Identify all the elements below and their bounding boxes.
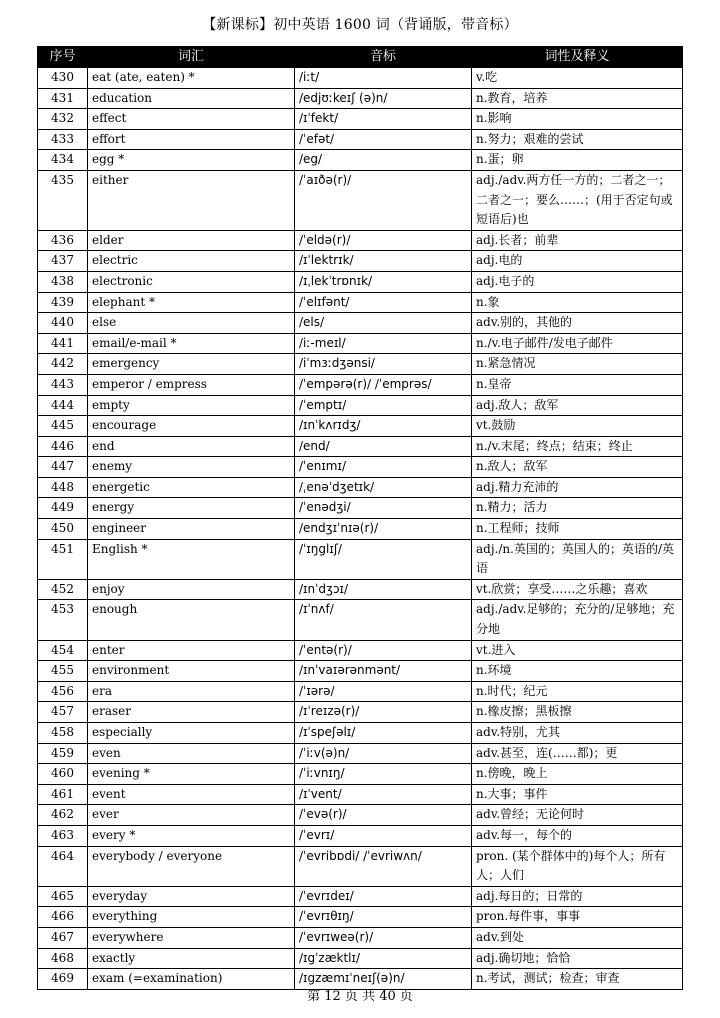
row-word: egg *: [88, 150, 295, 171]
row-definition: n./v.末尾；终点；结束；终止: [472, 436, 683, 457]
row-word: enter: [88, 640, 295, 661]
table-row: [38, 579, 683, 600]
row-definition: vt.进入: [472, 640, 683, 661]
row-number: 462: [38, 805, 88, 826]
table-row: [38, 600, 683, 640]
row-word: eat (ate, eaten) *: [88, 68, 295, 89]
row-phonetic: /ˈaɪðə(r)/: [295, 170, 472, 230]
row-phonetic: /eg/: [295, 150, 472, 171]
row-definition: adj.电的: [472, 251, 683, 272]
row-phonetic: /els/: [295, 313, 472, 334]
table-row: [38, 723, 683, 744]
row-definition: adv.曾经；无论何时: [472, 805, 683, 826]
row-phonetic: /iː-meɪl/: [295, 333, 472, 354]
row-definition: adv.别的，其他的: [472, 313, 683, 334]
row-word: every *: [88, 825, 295, 846]
row-word: eraser: [88, 702, 295, 723]
row-definition: adj./n.英国的；英国人的；英语的/英语: [472, 539, 683, 579]
table-row: [38, 825, 683, 846]
row-phonetic: /ˈevə(r)/: [295, 805, 472, 826]
row-word: emergency: [88, 354, 295, 375]
row-word: empty: [88, 395, 295, 416]
column-header-word: 词汇: [88, 47, 295, 68]
row-word: enough: [88, 600, 295, 640]
row-phonetic: /ˈeldə(r)/: [295, 230, 472, 251]
table-row: [38, 907, 683, 928]
table-row: [38, 661, 683, 682]
row-phonetic: /ˈevrɪdeɪ/: [295, 886, 472, 907]
row-word: enemy: [88, 457, 295, 478]
table-row: [38, 395, 683, 416]
row-phonetic: /ˈenɪmɪ/: [295, 457, 472, 478]
row-phonetic: /ˈevrɪθɪŋ/: [295, 907, 472, 928]
row-word: everything: [88, 907, 295, 928]
column-header-definition: 词性及释义: [472, 47, 683, 68]
row-number: 430: [38, 68, 88, 89]
row-word: end: [88, 436, 295, 457]
table-row: [38, 88, 683, 109]
row-definition: adv.每一，每个的: [472, 825, 683, 846]
row-phonetic: /ɪˌlekˈtrɒnɪk/: [295, 271, 472, 292]
row-word: everybody / everyone: [88, 846, 295, 886]
row-number: 435: [38, 170, 88, 230]
row-number: 455: [38, 661, 88, 682]
table-row: [38, 150, 683, 171]
row-definition: adj.敌人；敌军: [472, 395, 683, 416]
row-number: 466: [38, 907, 88, 928]
table-row: [38, 640, 683, 661]
row-definition: adv.特别，尤其: [472, 723, 683, 744]
row-phonetic: /ɪˈlektrɪk/: [295, 251, 472, 272]
row-number: 436: [38, 230, 88, 251]
table-row: [38, 230, 683, 251]
table-row: [38, 784, 683, 805]
row-number: 439: [38, 292, 88, 313]
row-number: 469: [38, 969, 88, 990]
row-number: 432: [38, 109, 88, 130]
row-phonetic: /ˈiːvnɪŋ/: [295, 764, 472, 785]
column-header-phonetic: 音标: [295, 47, 472, 68]
row-number: 438: [38, 271, 88, 292]
row-number: 437: [38, 251, 88, 272]
row-definition: adj.长者；前辈: [472, 230, 683, 251]
row-phonetic: /ˈentə(r)/: [295, 640, 472, 661]
row-definition: adj./adv.两方任一方的；二者之一；二者之一；要么……；(用于否定句或短语后)也: [472, 170, 683, 230]
row-number: 441: [38, 333, 88, 354]
row-definition: vt.欣赏；享受……之乐趣；喜欢: [472, 579, 683, 600]
row-phonetic: /end/: [295, 436, 472, 457]
row-number: 465: [38, 886, 88, 907]
table-row: [38, 764, 683, 785]
row-phonetic: /ˈemptɪ/: [295, 395, 472, 416]
row-word: elder: [88, 230, 295, 251]
row-definition: adj.确切地；恰恰: [472, 948, 683, 969]
row-definition: n.蛋；卵: [472, 150, 683, 171]
row-number: 461: [38, 784, 88, 805]
table-body: [38, 68, 683, 990]
row-number: 434: [38, 150, 88, 171]
table-row: [38, 436, 683, 457]
table-row: [38, 927, 683, 948]
row-number: 459: [38, 743, 88, 764]
row-number: 440: [38, 313, 88, 334]
row-definition: n.傍晚，晚上: [472, 764, 683, 785]
row-word: environment: [88, 661, 295, 682]
table-row: [38, 805, 683, 826]
row-number: 457: [38, 702, 88, 723]
row-word: era: [88, 681, 295, 702]
row-definition: n.教育，培养: [472, 88, 683, 109]
page-footer: 第 12 页 共 40 页: [307, 989, 413, 1004]
row-word: English *: [88, 539, 295, 579]
row-phonetic: /ˈevrɪweə(r)/: [295, 927, 472, 948]
row-number: 464: [38, 846, 88, 886]
row-phonetic: /ˈevribɒdi/ /ˈevriwʌn/: [295, 846, 472, 886]
row-word: exam (=examination): [88, 969, 295, 990]
row-definition: pron. (某个群体中的)每个人；所有人；人们: [472, 846, 683, 886]
row-word: energetic: [88, 477, 295, 498]
row-word: effort: [88, 129, 295, 150]
table-row: [38, 886, 683, 907]
table-row: [38, 948, 683, 969]
table-row: [38, 292, 683, 313]
row-definition: n.皇帝: [472, 374, 683, 395]
row-word: exactly: [88, 948, 295, 969]
row-phonetic: /ˈefət/: [295, 129, 472, 150]
row-word: energy: [88, 498, 295, 519]
row-word: everyday: [88, 886, 295, 907]
row-phonetic: /ˌenəˈdʒetɪk/: [295, 477, 472, 498]
table-row: [38, 702, 683, 723]
row-phonetic: /ɪˈnʌf/: [295, 600, 472, 640]
row-definition: adj.精力充沛的: [472, 477, 683, 498]
row-number: 453: [38, 600, 88, 640]
row-word: ever: [88, 805, 295, 826]
row-number: 463: [38, 825, 88, 846]
row-phonetic: /ɪnˈkʌrɪdʒ/: [295, 416, 472, 437]
row-definition: adv.到处: [472, 927, 683, 948]
row-definition: adj.每日的；日常的: [472, 886, 683, 907]
table-header-row: [38, 47, 683, 68]
row-definition: n.时代；纪元: [472, 681, 683, 702]
row-definition: n.工程师；技师: [472, 519, 683, 540]
row-definition: n.大事；事件: [472, 784, 683, 805]
table-row: [38, 457, 683, 478]
row-number: 454: [38, 640, 88, 661]
row-phonetic: /ˈelɪfənt/: [295, 292, 472, 313]
row-phonetic: /ˈiːv(ə)n/: [295, 743, 472, 764]
table-row: [38, 68, 683, 89]
row-definition: n.努力；艰难的尝试: [472, 129, 683, 150]
row-definition: n./v.电子邮件/发电子邮件: [472, 333, 683, 354]
row-phonetic: /ɪˈspeʃəlɪ/: [295, 723, 472, 744]
table-row: [38, 846, 683, 886]
table-row: [38, 374, 683, 395]
row-phonetic: /ɪnˈvaɪərənmənt/: [295, 661, 472, 682]
row-definition: adj./adv.足够的；充分的/足够地；充分地: [472, 600, 683, 640]
row-phonetic: /ɪgzæmɪˈneɪʃ(ə)n/: [295, 969, 472, 990]
row-definition: n.敌人；敌军: [472, 457, 683, 478]
row-definition: adv.甚至，连(……都)；更: [472, 743, 683, 764]
row-definition: adj.电子的: [472, 271, 683, 292]
row-number: 446: [38, 436, 88, 457]
table-row: [38, 681, 683, 702]
row-word: emperor / empress: [88, 374, 295, 395]
row-phonetic: /ˈenədʒi/: [295, 498, 472, 519]
row-word: else: [88, 313, 295, 334]
table-row: [38, 313, 683, 334]
row-number: 449: [38, 498, 88, 519]
row-phonetic: /ɪnˈdʒɔɪ/: [295, 579, 472, 600]
row-definition: n.考试，测试；检查；审查: [472, 969, 683, 990]
row-number: 443: [38, 374, 88, 395]
row-word: encourage: [88, 416, 295, 437]
row-number: 431: [38, 88, 88, 109]
row-number: 468: [38, 948, 88, 969]
row-number: 456: [38, 681, 88, 702]
table-row: [38, 170, 683, 230]
row-definition: n.环境: [472, 661, 683, 682]
table-row: [38, 743, 683, 764]
row-definition: n.橡皮擦；黑板擦: [472, 702, 683, 723]
table-row: [38, 251, 683, 272]
row-definition: v.吃: [472, 68, 683, 89]
table-row: [38, 477, 683, 498]
row-phonetic: /edjʊːkeɪʃ (ə)n/: [295, 88, 472, 109]
row-phonetic: /endʒɪˈnɪə(r)/: [295, 519, 472, 540]
table-row: [38, 109, 683, 130]
row-phonetic: /ˈempərə(r)/ /ˈemprəs/: [295, 374, 472, 395]
row-number: 451: [38, 539, 88, 579]
row-word: even: [88, 743, 295, 764]
row-phonetic: /ˈevrɪ/: [295, 825, 472, 846]
row-phonetic: /iˈmɜːdʒənsi/: [295, 354, 472, 375]
row-number: 442: [38, 354, 88, 375]
row-definition: pron.每件事，事事: [472, 907, 683, 928]
row-word: electric: [88, 251, 295, 272]
row-word: education: [88, 88, 295, 109]
page-title: 【新课标】初中英语 1600 词（背诵版，带音标）: [202, 17, 518, 33]
table-row: [38, 271, 683, 292]
row-definition: vt.鼓励: [472, 416, 683, 437]
row-number: 452: [38, 579, 88, 600]
row-definition: n.精力；活力: [472, 498, 683, 519]
row-number: 467: [38, 927, 88, 948]
row-word: evening *: [88, 764, 295, 785]
table-row: [38, 539, 683, 579]
table-row: [38, 354, 683, 375]
row-word: everywhere: [88, 927, 295, 948]
row-word: engineer: [88, 519, 295, 540]
row-phonetic: /ˈɪŋglɪʃ/: [295, 539, 472, 579]
row-number: 433: [38, 129, 88, 150]
row-word: effect: [88, 109, 295, 130]
row-number: 447: [38, 457, 88, 478]
row-definition: n.象: [472, 292, 683, 313]
table-row: [38, 416, 683, 437]
table-row: [38, 129, 683, 150]
row-number: 450: [38, 519, 88, 540]
table-row: [38, 519, 683, 540]
row-word: especially: [88, 723, 295, 744]
row-word: elephant *: [88, 292, 295, 313]
row-number: 448: [38, 477, 88, 498]
row-definition: n.影响: [472, 109, 683, 130]
table-row: [38, 498, 683, 519]
row-phonetic: /ɪˈvent/: [295, 784, 472, 805]
row-word: electronic: [88, 271, 295, 292]
row-word: email/e-mail *: [88, 333, 295, 354]
row-word: enjoy: [88, 579, 295, 600]
row-phonetic: /ˈɪərə/: [295, 681, 472, 702]
row-number: 460: [38, 764, 88, 785]
table-row: [38, 333, 683, 354]
row-number: 444: [38, 395, 88, 416]
row-phonetic: /iːt/: [295, 68, 472, 89]
row-number: 458: [38, 723, 88, 744]
row-phonetic: /ɪˈreɪzə(r)/: [295, 702, 472, 723]
row-definition: n.紧急情况: [472, 354, 683, 375]
row-phonetic: /ɪgˈzæktlɪ/: [295, 948, 472, 969]
column-header-number: 序号: [38, 47, 88, 68]
row-phonetic: /ɪˈfekt/: [295, 109, 472, 130]
row-number: 445: [38, 416, 88, 437]
row-word: event: [88, 784, 295, 805]
vocabulary-table: [37, 46, 683, 990]
row-word: either: [88, 170, 295, 230]
